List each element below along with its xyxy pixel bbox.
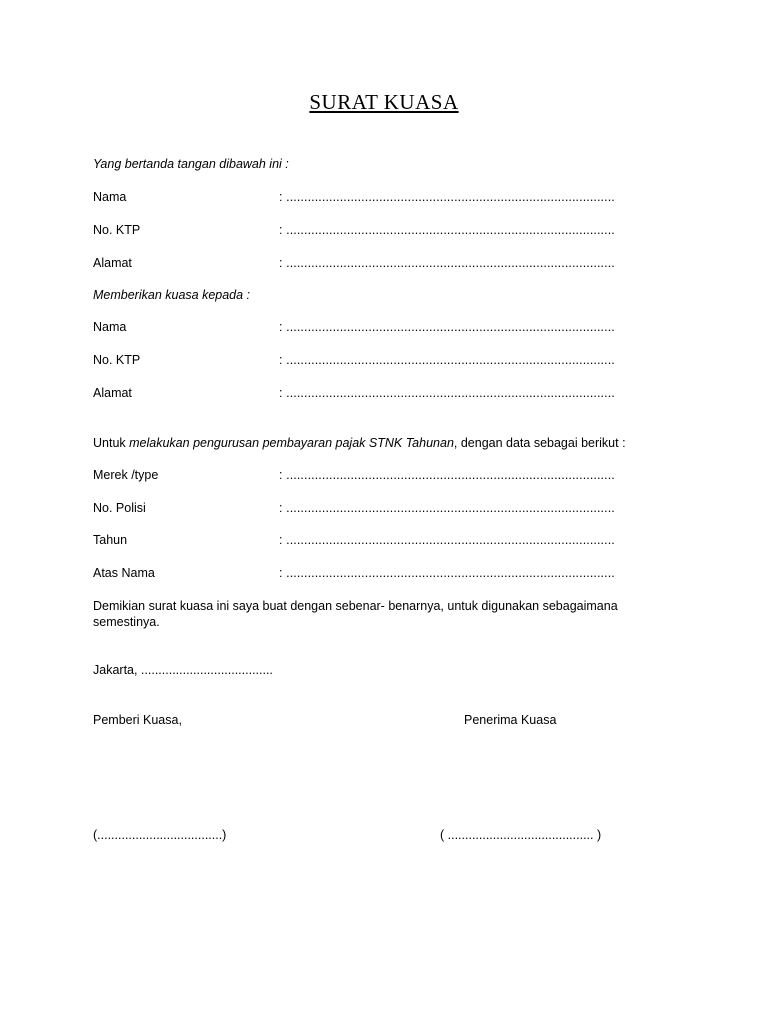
- purpose-emphasis: melakukan pengurusan pembayaran pajak STNK Tahunan: [129, 436, 454, 450]
- section1-name-field: : ............................................................................................: [279, 190, 615, 204]
- vehicle-year-field: : ............................................................................................: [279, 533, 615, 547]
- section2-name-label: Nama: [93, 320, 127, 334]
- section1-name-label: Nama: [93, 190, 127, 204]
- vehicle-plate-field: : ............................................................................................: [279, 501, 615, 515]
- section1-heading: Yang bertanda tangan dibawah ini :: [93, 157, 289, 171]
- section1-ktp-field: : ............................................................................................: [279, 223, 615, 237]
- receiver-label: Penerima Kuasa: [464, 713, 557, 727]
- section2-ktp-field: : ............................................................................................: [279, 353, 615, 367]
- vehicle-year-label: Tahun: [93, 533, 128, 547]
- closing-line-2: semestinya.: [93, 615, 160, 629]
- vehicle-brand-label: Merek /type: [93, 468, 159, 482]
- section1-address-field: : ............................................................................................: [279, 256, 615, 270]
- section2-name-field: : ............................................................................................: [279, 320, 615, 334]
- vehicle-brand-field: : ............................................................................................: [279, 468, 615, 482]
- vehicle-owner-field: : ............................................................................................: [279, 566, 615, 580]
- purpose-statement: [93, 435, 626, 451]
- section2-address-label: Alamat: [93, 386, 132, 400]
- section2-ktp-label: No. KTP: [93, 353, 141, 367]
- receiver-signature-blank: ( .......................................... ): [440, 828, 602, 842]
- vehicle-owner-label: Atas Nama: [93, 566, 155, 580]
- purpose-prefix: Untuk: [93, 436, 130, 450]
- section2-heading: Memberikan kuasa kepada :: [93, 288, 251, 302]
- section1-ktp-label: No. KTP: [93, 223, 141, 237]
- section1-address-label: Alamat: [93, 256, 132, 270]
- giver-signature-blank: (....................................): [93, 828, 227, 842]
- place-date: Jakarta, ......................................: [93, 663, 273, 677]
- giver-label: Pemberi Kuasa,: [93, 713, 182, 727]
- closing-line-1: Demikian surat kuasa ini saya buat dengan sebenar- benarnya, untuk digunakan sebagaimana: [93, 599, 618, 613]
- document-title: SURAT KUASA: [309, 90, 459, 114]
- section2-address-field: : ............................................................................................: [279, 386, 615, 400]
- vehicle-plate-label: No. Polisi: [93, 501, 146, 515]
- purpose-suffix: , dengan data sebagai berikut :: [453, 436, 626, 450]
